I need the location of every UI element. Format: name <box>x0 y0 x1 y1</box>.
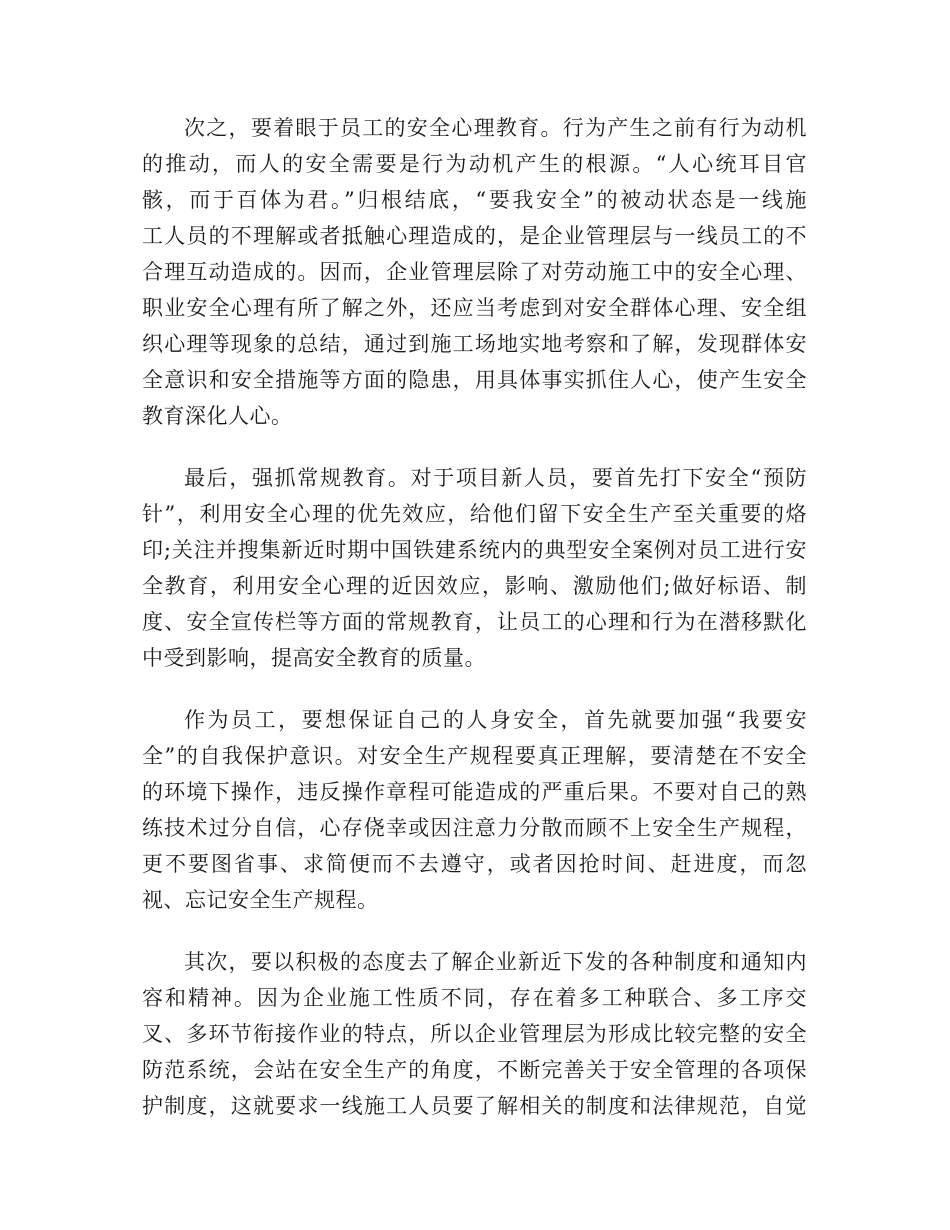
paragraph-self-protection <box>142 702 807 918</box>
text-line: 全意识和安全措施等方面的隐患，用具体事实抓住人心，使产生安全 <box>142 368 807 392</box>
text-line: 全教育，利用安全心理的近因效应，影响、激励他们;做好标语、制 <box>142 574 807 598</box>
text-line: 合理互动造成的。因而，企业管理层除了对劳动施工中的安全心理、 <box>142 260 807 284</box>
text-line: 骸，而于百体为君。”归根结底，“要我安全”的被动状态是一线施 <box>142 188 807 212</box>
text-line: 印;关注并搜集新近时期中国铁建系统内的典型安全案例对员工进行安 <box>142 538 807 562</box>
text-line: 的环境下操作，违反操作章程可能造成的严重后果。不要对自己的熟 <box>142 780 807 804</box>
text-line: 更不要图省事、求简便而不去遵守，或者因抢时间、赶进度，而忽 <box>142 852 807 876</box>
text-line: 容和精神。因为企业施工性质不同，存在着多工种联合、多工序交 <box>142 986 807 1010</box>
text-line: 度、安全宣传栏等方面的常规教育，让员工的心理和行为在潜移默化 <box>142 610 807 634</box>
text-line: 中受到影响，提高安全教育的质量。 <box>142 646 486 670</box>
text-line: 织心理等现象的总结，通过到施工场地实地考察和了解，发现群体安 <box>142 332 807 356</box>
text-line: 的推动，而人的安全需要是行为动机产生的根源。“人心统耳目官 <box>142 152 807 176</box>
text-line: 全”的自我保护意识。对安全生产规程要真正理解，要清楚在不安全 <box>142 744 807 768</box>
text-line: 教育深化人心。 <box>142 404 293 428</box>
text-line: 工人员的不理解或者抵触心理造成的，是企业管理层与一线员工的不 <box>142 224 807 248</box>
text-line: 最后，强抓常规教育。对于项目新人员，要首先打下安全“预防 <box>184 466 807 490</box>
paragraph-regulations <box>142 944 807 1124</box>
text-line: 视、忘记安全生产规程。 <box>142 888 379 912</box>
text-line: 叉、多环节衔接作业的特点，所以企业管理层为形成比较完整的安全 <box>142 1022 807 1046</box>
text-line: 作为员工，要想保证自己的人身安全，首先就要加强“我要安 <box>184 708 807 732</box>
text-line: 护制度，这就要求一线施工人员要了解相关的制度和法律规范，自觉 <box>142 1094 807 1118</box>
text-line: 防范系统，会站在安全生产的角度，不断完善关于安全管理的各项保 <box>142 1058 807 1082</box>
paragraph-psychology-education <box>142 110 807 434</box>
text-line: 职业安全心理有所了解之外，还应当考虑到对安全群体心理、安全组 <box>142 296 807 320</box>
text-line: 次之，要着眼于员工的安全心理教育。行为产生之前有行为动机 <box>184 116 807 140</box>
text-line: 练技术过分自信，心存侥幸或因注意力分散而顾不上安全生产规程， <box>142 816 807 840</box>
paragraph-routine-education <box>142 460 807 676</box>
text-line: 其次，要以积极的态度去了解企业新近下发的各种制度和通知内 <box>184 950 807 974</box>
text-line: 针”，利用安全心理的优先效应，给他们留下安全生产至关重要的烙 <box>142 502 807 526</box>
document-body <box>142 110 807 1150</box>
